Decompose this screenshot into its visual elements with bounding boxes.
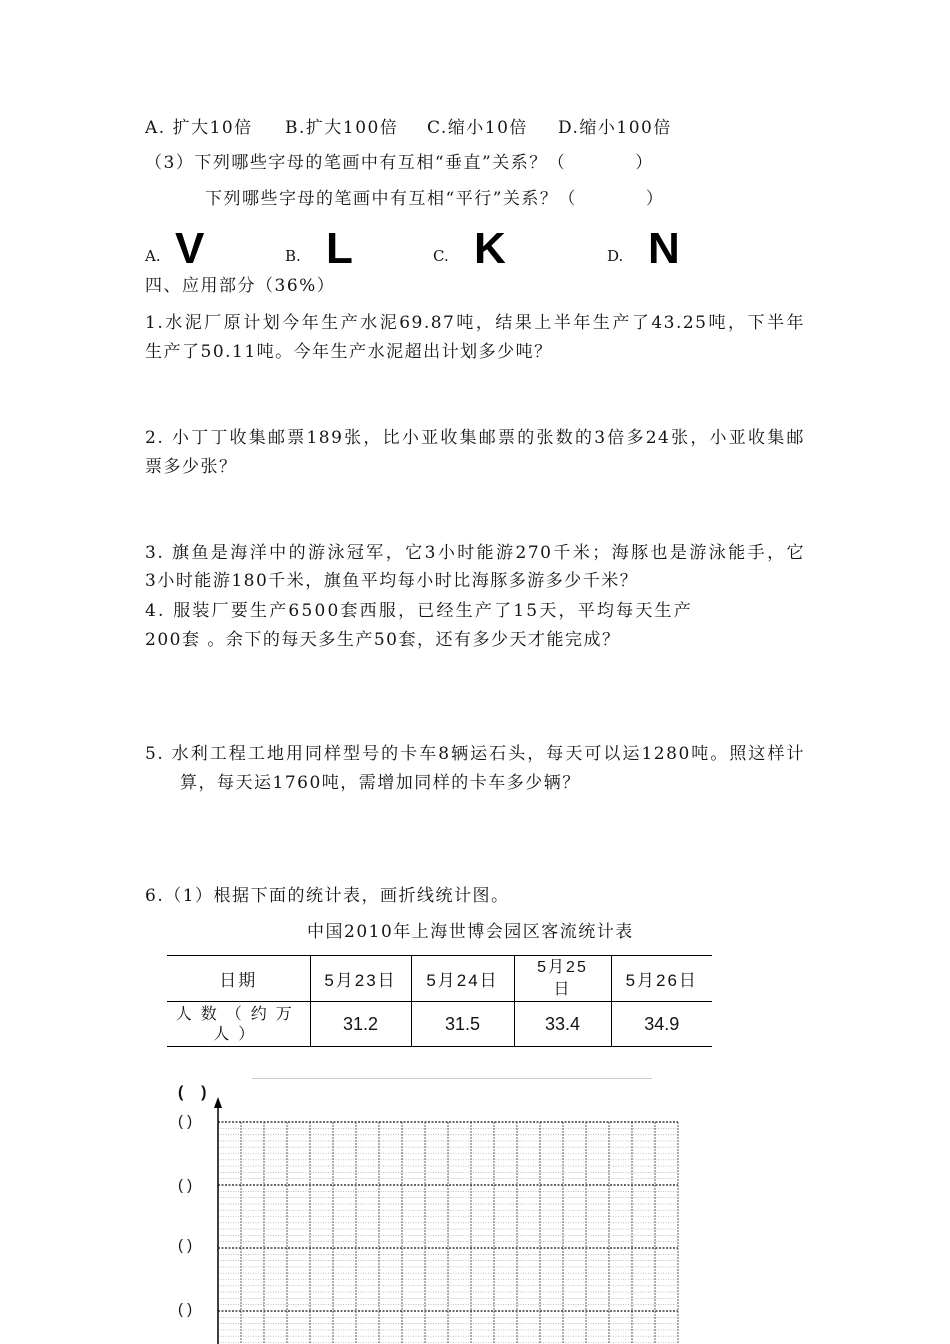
- letter-option-d-glyph: N: [648, 224, 680, 273]
- letter-option-b-label: B.: [285, 247, 301, 265]
- section-heading: 四、应用部分（36%）: [145, 276, 336, 296]
- question-5-line-2: 算，每天运1760吨，需增加同样的卡车多少辆？: [180, 773, 581, 793]
- parallel-prompt: 下列哪些字母的笔画中有互相“平行”关系？（ ）: [205, 189, 665, 209]
- row-label-visitors: 人数（约万人）: [167, 1002, 310, 1047]
- perpendicular-prompt: （3）下列哪些字母的笔画中有互相“垂直”关系？（ ）: [145, 153, 654, 173]
- scale-option-b: B.扩大100倍: [285, 118, 399, 138]
- scale-option-a: A. 扩大10倍: [145, 118, 253, 138]
- header-may-23: 5月23日: [310, 956, 411, 1002]
- table-header-row: [167, 956, 712, 1002]
- header-may-26: 5月26日: [611, 956, 712, 1002]
- letter-option-c-glyph: K: [474, 224, 506, 273]
- header-may-25-text: 5月25日: [537, 958, 588, 998]
- table-title: 中国2010年上海世博会园区客流统计表: [307, 922, 634, 942]
- y-tick-label-1: ( ): [178, 1113, 193, 1130]
- question-4-line-2: 200套 。余下的每天多生产50套，还有多少天才能完成？: [145, 630, 621, 650]
- value-may-25: 33.4: [514, 1002, 611, 1047]
- y-tick-label-2: ( ): [178, 1177, 193, 1194]
- question-5-line-1: 5. 水利工程工地用同样型号的卡车8辆运石头，每天可以运1280吨。照这样计: [145, 744, 805, 764]
- scale-option-c: C.缩小10倍: [427, 118, 528, 138]
- question-3-line-2: 3小时能游180千米，旗鱼平均每小时比海豚多游多少千米？: [145, 571, 639, 591]
- question-2-line-2: 票多少张？: [145, 457, 238, 477]
- header-may-25: [514, 956, 611, 1002]
- letter-option-c-label: C.: [433, 247, 449, 265]
- y-tick-label-4: ( ): [178, 1301, 193, 1318]
- question-3-line-1: 3. 旗鱼是海洋中的游泳冠军，它3小时能游270千米；海豚也是游泳能手，它: [145, 543, 805, 563]
- letter-option-a-glyph: V: [175, 224, 205, 273]
- stat-table: [167, 955, 712, 1047]
- value-may-24: 31.5: [411, 1002, 514, 1047]
- grid-lines: [218, 1122, 678, 1344]
- letter-option-d-label: D.: [607, 247, 624, 265]
- question-1-line-2: 生产了50.11吨。今年生产水泥超出计划多少吨？: [145, 342, 553, 362]
- table-data-row: [167, 1002, 712, 1047]
- y-axis-unit-label: ( ): [178, 1084, 207, 1101]
- answer-grid: [210, 1094, 690, 1344]
- header-may-24: 5月24日: [411, 956, 514, 1002]
- divider-line: [252, 1078, 652, 1079]
- header-date: 日期: [167, 956, 310, 1002]
- question-4-line-1: 4. 服装厂要生产6500套西服，已经生产了15天，平均每天生产: [145, 601, 693, 621]
- question-1-line-1: 1.水泥厂原计划今年生产水泥69.87吨，结果上半年生产了43.25吨，下半年: [145, 313, 805, 333]
- y-tick-label-3: ( ): [178, 1237, 193, 1254]
- value-may-23: 31.2: [310, 1002, 411, 1047]
- letter-option-b-glyph: L: [326, 224, 353, 273]
- question-2-line-1: 2. 小丁丁收集邮票189张，比小亚收集邮票的张数的3倍多24张，小亚收集邮: [145, 428, 805, 448]
- value-may-26: 34.9: [611, 1002, 712, 1047]
- question-6-line-1: 6.（1）根据下面的统计表，画折线统计图。: [145, 886, 510, 906]
- y-axis-arrow-icon: [214, 1097, 222, 1108]
- letter-option-a-label: A.: [145, 247, 161, 265]
- scale-option-d: D.缩小100倍: [558, 118, 672, 138]
